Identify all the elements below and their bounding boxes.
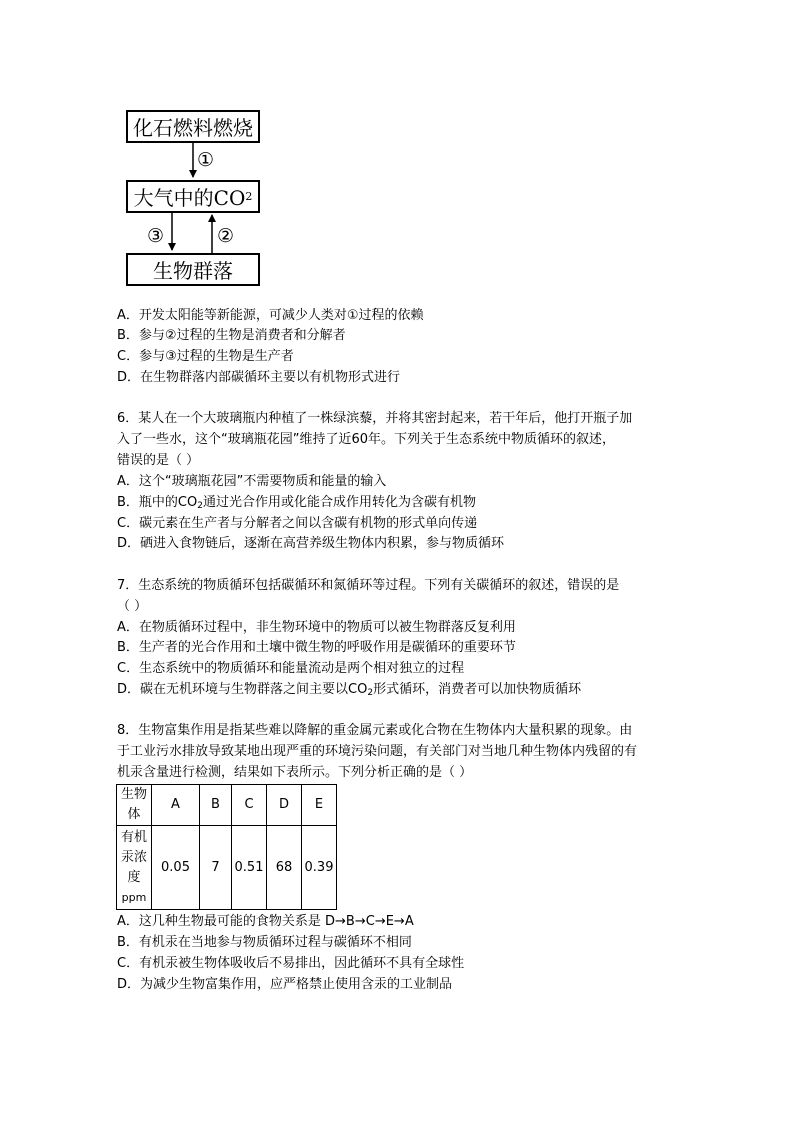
q6-option-c: C．碳元素在生产者与分解者之间以含碳有机物的形式单向传递 (117, 516, 478, 531)
q8-stem-line-1: 8．生物富集作用是指某些难以降解的重金属元素或化合物在生物体内大量积累的现象。由 (117, 723, 633, 738)
q6-stem-line-3: 错误的是（ ） (117, 453, 200, 468)
header-label-line-1: 生物 (120, 787, 147, 802)
q6-option-b (117, 494, 476, 515)
arrow-1-label: ① (197, 149, 215, 171)
box-atmos-sub: 2 (245, 190, 253, 203)
box-atmospheric-co2 (126, 180, 260, 213)
row-label-line-1: 有机 (120, 829, 147, 845)
box-fossil-fuel: 化石燃料燃烧 (126, 110, 260, 143)
q7-option-c: C．生态系统中的物质循环和能量流动是两个相对独立的过程 (117, 661, 465, 676)
table-col-header: A (152, 785, 200, 826)
q7-d-sub: 2 (367, 688, 374, 698)
carbon-cycle-diagram (0, 0, 794, 300)
table-col-header: E (302, 785, 337, 826)
q8-option-a: A．这几种生物最可能的食物关系是 D→B→C→E→A (117, 914, 414, 929)
q5-option-a: A．开发太阳能等新能源，可减少人类对①过程的依赖 (117, 308, 424, 323)
table-header-row (117, 785, 337, 826)
table-cell: 0.51 (232, 826, 267, 910)
row-label-line-3: 度 (127, 869, 141, 885)
q5-option-c: C．参与③过程的生物是生产者 (117, 349, 294, 364)
q7-option-d (117, 681, 581, 702)
q8-option-b: B．有机汞在当地参与物质循环过程与碳循环不相同 (117, 935, 412, 950)
table-data-row (117, 826, 337, 910)
q6-option-a: A．这个“玻璃瓶花园”不需要物质和能量的输入 (117, 474, 387, 489)
box-atmos-text: 大气中的CO (133, 186, 246, 210)
q5-option-d: D．在生物群落内部碳循环主要以有机物形式进行 (117, 370, 401, 385)
q6-b-post: 通过光合作用或化能合成作用转化为含碳有机物 (202, 495, 476, 510)
arrow-3-label: ③ (147, 225, 165, 247)
q5-option-b: B．参与②过程的生物是消费者和分解者 (117, 328, 346, 343)
table-cell: 0.39 (302, 826, 337, 910)
q8-option-c: C．有机汞被生物体吸收后不易排出，因此循环不具有全球性 (117, 956, 465, 971)
box-biological-community: 生物群落 (126, 253, 260, 286)
header-label-line-2: 体 (127, 807, 141, 822)
q6-stem-line-1: 6．某人在一个大玻璃瓶内种植了一株绿滨藜，并将其密封起来，若干年后，他打开瓶子加 (117, 411, 633, 426)
q8-stem-line-2: 于工业污水排放导致某地出现严重的环境污染问题，有关部门对当地几种生物体内残留的有 (117, 744, 638, 759)
row-label-line-2: 汞浓 (120, 849, 147, 865)
q6-stem-line-2: 入了一些水，这个“玻璃瓶花园”维持了近60年。下列关于生态系统中物质循环的叙述， (117, 432, 616, 447)
arrow-2-label: ② (217, 225, 235, 247)
table-col-header: D (267, 785, 302, 826)
row-label-unit: ppm (121, 890, 147, 904)
mercury-concentration-table (116, 784, 337, 910)
q6-b-pre: B．瓶中的CO (117, 495, 198, 510)
q6-b-sub: 2 (197, 501, 203, 511)
q7-stem-line-2: （ ） (117, 599, 148, 614)
table-row-label (117, 826, 152, 910)
table-col-header: B (200, 785, 232, 826)
q7-option-a: A．在物质循环过程中，非生物环境中的物质可以被生物群落反复利用 (117, 620, 516, 635)
table-cell: 68 (267, 826, 302, 910)
q7-stem-line-1: 7．生态系统的物质循环包括碳循环和氮循环等过程。下列有关碳循环的叙述，错误的是 (117, 578, 620, 593)
q7-d-post: 形式循环，消费者可以加快物质循环 (373, 682, 582, 697)
table-header-label (117, 785, 152, 826)
diagram-arrows (0, 0, 794, 300)
q8-option-d: D．为减少生物富集作用，应严格禁止使用含汞的工业制品 (117, 977, 453, 992)
q7-option-b: B．生产者的光合作用和土壤中微生物的呼吸作用是碳循环的重要环节 (117, 640, 516, 655)
table-col-header: C (232, 785, 267, 826)
q6-option-d: D．硒进入食物链后，逐渐在高营养级生物体内积累，参与物质循环 (117, 536, 505, 551)
q8-stem-line-3: 机汞含量进行检测，结果如下表所示。下列分析正确的是（ ） (117, 765, 473, 780)
table-cell: 0.05 (152, 826, 200, 910)
q7-d-pre: D．碳在无机环境与生物群落之间主要以CO (117, 682, 368, 697)
table-cell: 7 (200, 826, 232, 910)
